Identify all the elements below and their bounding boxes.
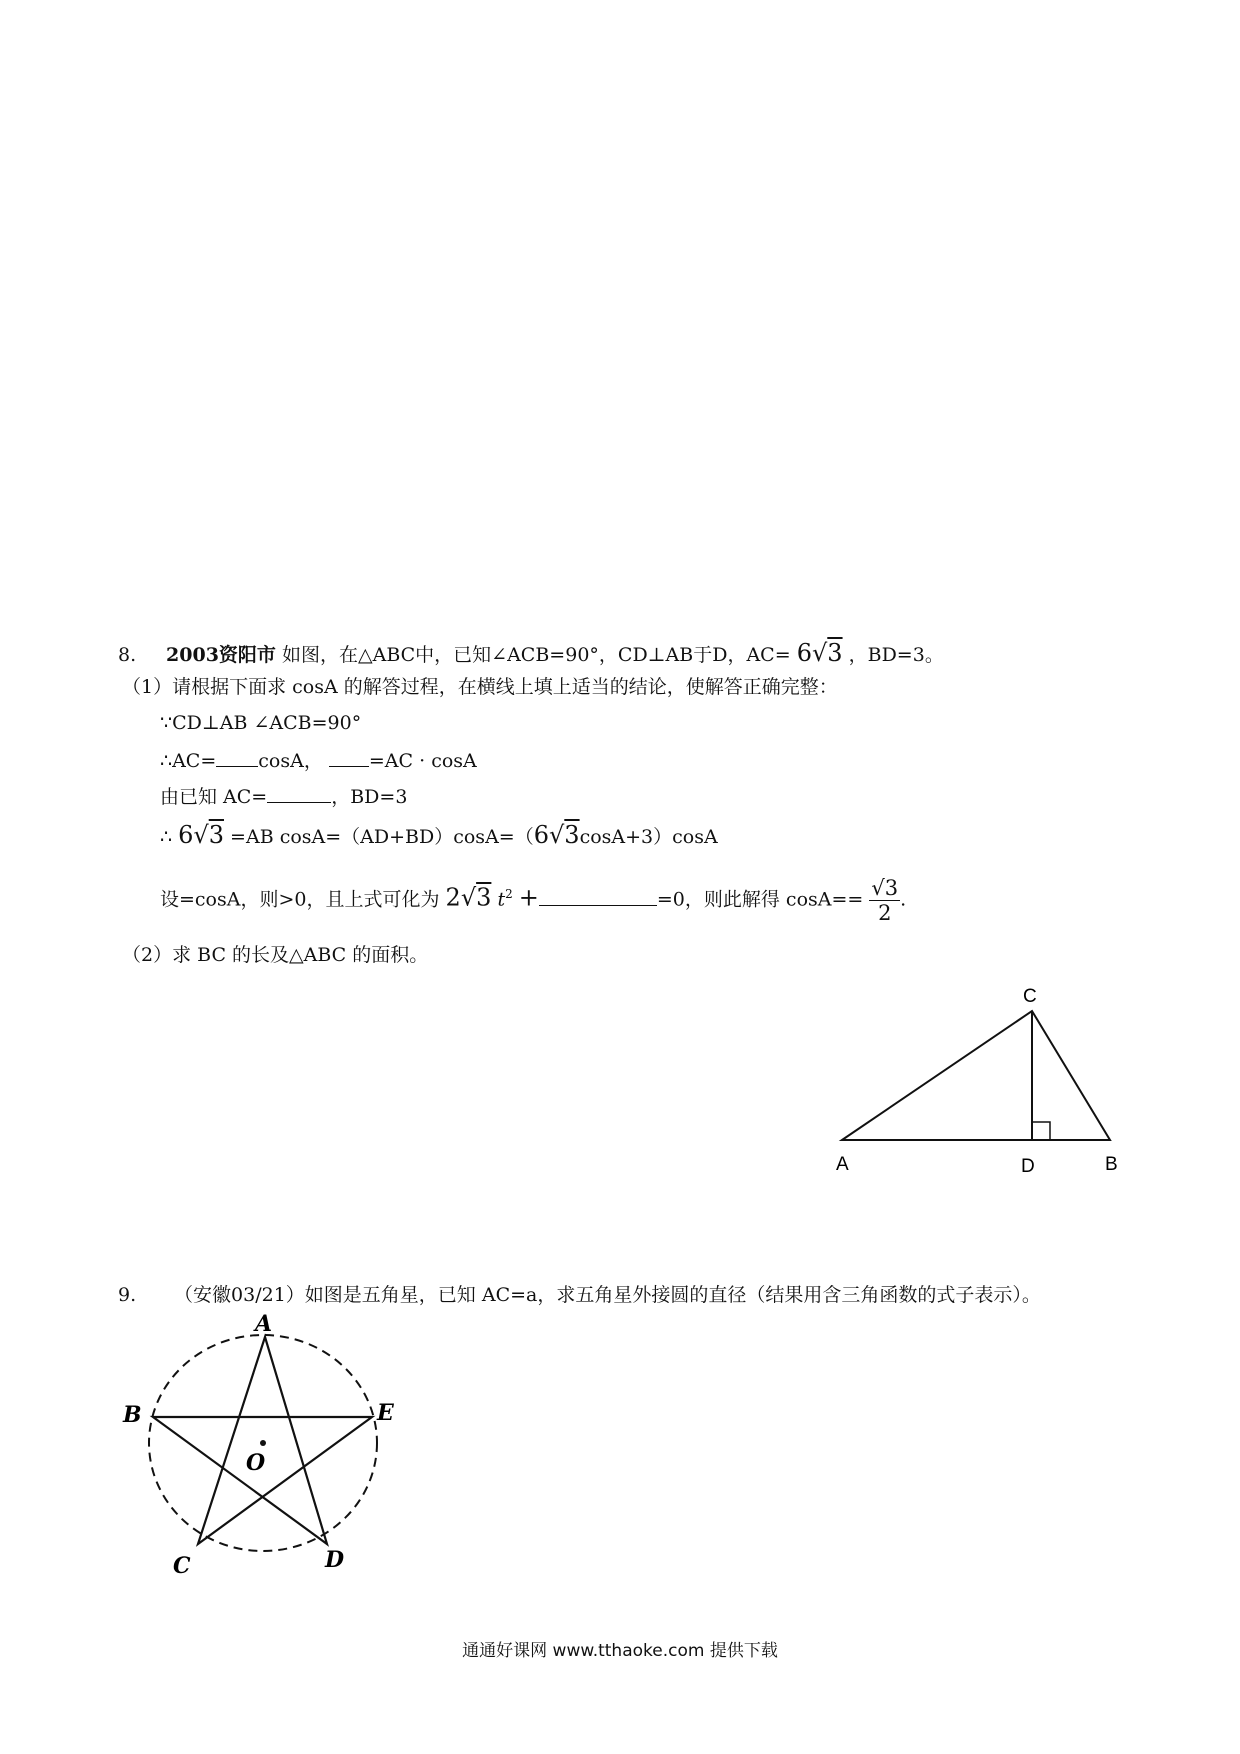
q9-number: 9.: [118, 1284, 137, 1306]
q8-number: 8.: [118, 644, 137, 666]
label-c: C: [1023, 986, 1037, 1007]
q8-source: 2003资阳市: [166, 644, 276, 666]
q8-part1: （1）请根据下面求 cosA 的解答过程，在横线上填上适当的结论，使解答正确完整：: [122, 676, 838, 698]
q9-text: （安徽03/21）如图是五角星，已知 AC=a，求五角星外接圆的直径（结果用含三角函数的式子表示）。: [174, 1284, 1041, 1306]
page-footer: 通通好课网 www.tthaoke.com 提供下载: [462, 1641, 778, 1661]
label-o: O: [246, 1450, 266, 1476]
q8-step4-sqrt-2: 6√3: [533, 821, 580, 849]
label-d: D: [325, 1547, 345, 1573]
q8-blank-3[interactable]: [267, 784, 331, 803]
q8-stem: [118, 640, 944, 668]
q8-answer-fraction: $\frac{√3}{2}$: [871, 876, 899, 925]
label-b: B: [123, 1402, 142, 1428]
q8-step5: 设=cosA，则>0，且上式可化为 2√3 $t^2 + =0$，则此解得 cosA== $\frac{√3}{2}$ .: [160, 876, 907, 925]
label-c: C: [173, 1553, 191, 1579]
q8-step4: ∴ 6√3 =AB cosA=（AD+BD）cosA=（6√3cosA+3）cosA: [160, 821, 718, 849]
triangle-abc: [842, 1011, 1110, 1140]
label-e: E: [377, 1400, 394, 1426]
q9-stem: [118, 1282, 1041, 1308]
q8-stem-text-end: ，BD=3。: [848, 644, 944, 666]
q8-step3: 由已知 AC= ，BD=3: [160, 786, 408, 808]
right-angle-mark: [1032, 1122, 1050, 1140]
label-a: A: [255, 1311, 273, 1337]
label-a: A: [836, 1154, 849, 1175]
q8-blank-1[interactable]: [216, 748, 258, 767]
q8-stem-ac-value: 6√3: [796, 639, 843, 667]
label-b: B: [1105, 1154, 1118, 1175]
q8-step4-sqrt: 6√3: [178, 821, 224, 849]
q8-part2: （2）求 BC 的长及△ABC 的面积。: [122, 944, 429, 966]
q8-blank-2[interactable]: [329, 748, 369, 767]
q9-star-figure: [115, 1311, 405, 1579]
q8-blank-4[interactable]: [539, 887, 657, 906]
q8-triangle-figure: [820, 975, 1150, 1185]
q8-step5-sqrt: 2√3: [445, 883, 492, 912]
q8-stem-text: 如图，在△ABC中，已知∠ACB=90°，CD⊥AB于D，AC=: [281, 644, 791, 666]
label-d: D: [1021, 1156, 1035, 1177]
center-point-o: [260, 1440, 266, 1446]
q8-step2: ∴AC= cosA， =AC · cosA: [160, 750, 477, 772]
q8-step1: ∵CD⊥AB ∠ACB=90°: [160, 712, 362, 734]
